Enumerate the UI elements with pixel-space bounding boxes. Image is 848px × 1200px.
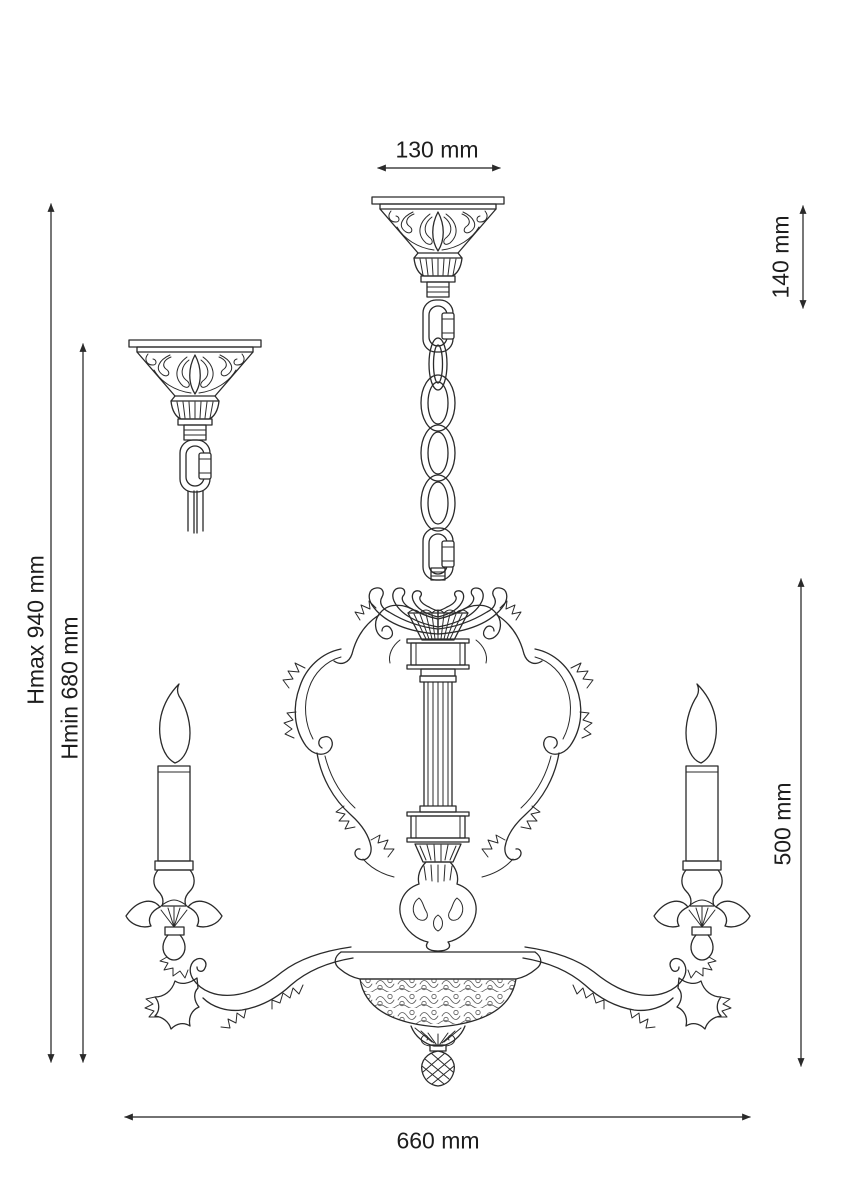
ceiling-canopy-side-view: [129, 340, 261, 533]
dim-label-height-min: Hmin 680 mm: [56, 616, 83, 760]
bottom-finial: [411, 1026, 465, 1086]
dim-label-height-max: Hmax 940 mm: [22, 555, 49, 705]
dim-label-total-width: 660 mm: [396, 1127, 480, 1154]
baluster-vase: [400, 862, 476, 951]
left-arm-and-candle: [126, 684, 353, 1029]
dim-label-canopy-height: 140 mm: [767, 215, 794, 299]
chandelier-drawing: [126, 197, 750, 1086]
right-arm-and-candle: [523, 684, 750, 1029]
dim-label-canopy-width: 130 mm: [395, 136, 479, 163]
glass-bowl: [335, 952, 541, 1027]
suspension-chain: [421, 300, 455, 580]
dim-label-body-height: 500 mm: [769, 782, 796, 866]
central-column: [407, 639, 469, 862]
ceiling-canopy-main: [372, 197, 504, 297]
acanthus-crown: [369, 568, 507, 640]
